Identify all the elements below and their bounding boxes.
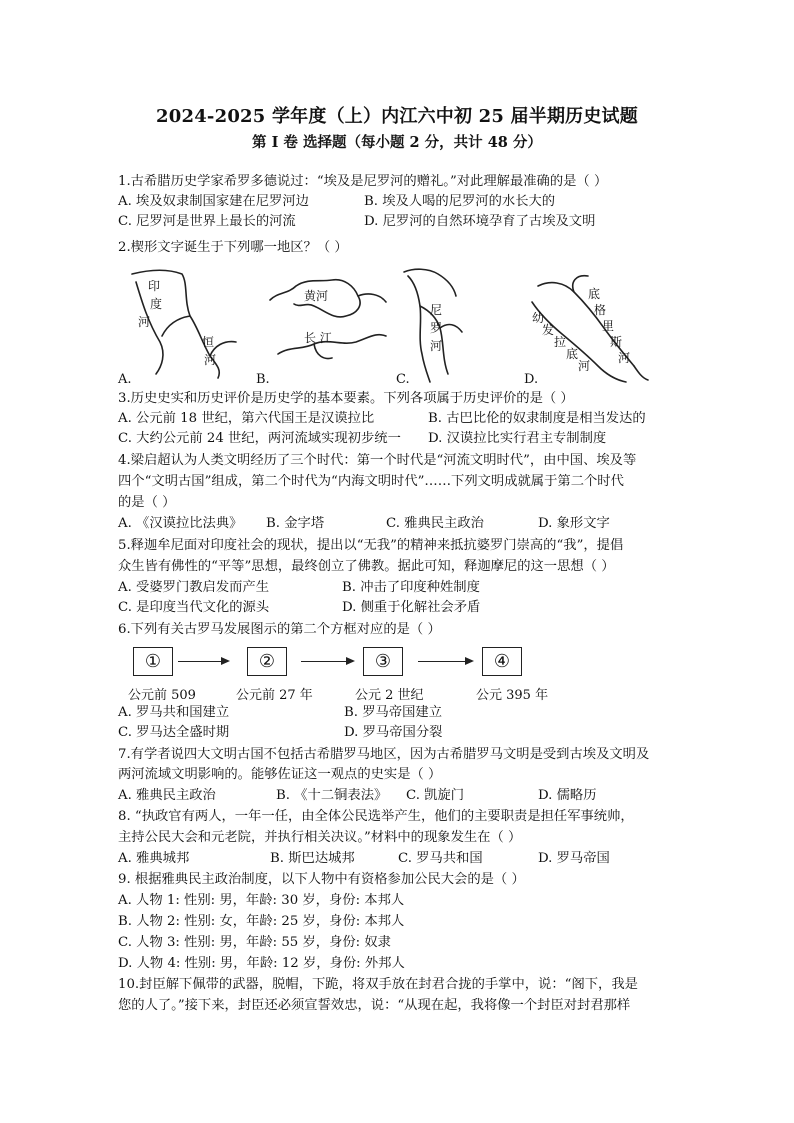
section-heading: 第 I 卷 选择题（每小题 2 分，共计 48 分） xyxy=(252,134,542,151)
timeline-date-2: 公元前 27 年 xyxy=(236,688,313,703)
q9-option-c: C. 人物 3: 性别: 男，年龄: 55 岁，身份: 奴隶 xyxy=(118,935,391,950)
timeline-arrow-2 xyxy=(301,661,353,662)
q4-option-d: D. 象形文字 xyxy=(538,516,610,531)
timeline-arrow-1 xyxy=(178,661,228,662)
q5-option-b: B. 冲击了印度种姓制度 xyxy=(342,580,480,595)
q4-option-b: B. 金字塔 xyxy=(266,516,325,531)
q8-option-d: D. 罗马帝国 xyxy=(538,851,610,866)
q1-option-b: B. 埃及人喝的尼罗河的水长大的 xyxy=(364,194,556,209)
q7-option-a: A. 雅典民主政治 xyxy=(118,788,216,803)
q3-option-d: D. 汉谟拉比实行君主专制制度 xyxy=(428,431,607,446)
q2-maps xyxy=(118,262,678,387)
q8-option-b: B. 斯巴达城邦 xyxy=(270,851,355,866)
q8-stem-line2: 主持公民大会和元老院，并执行相关决议。”材料中的现象发生在（ ） xyxy=(118,830,522,845)
q10-stem-line1: 10.封臣解下佩带的武器，脱帽，下跪，将双手放在封君合拢的手掌中，说：“阁下，我是 xyxy=(118,977,638,992)
map-a-label-1: 印 xyxy=(148,279,161,293)
map-d-label-1: 底 xyxy=(588,287,601,301)
page-title: 2024-2025 学年度（上）内江六中初 25 届半期历史试题 xyxy=(156,106,638,127)
map-d-label-9: 底 xyxy=(566,347,579,361)
map-a-label-2: 度 xyxy=(150,297,163,311)
timeline-date-4: 公元 395 年 xyxy=(476,688,549,703)
q4-stem-line3: 的是（ ） xyxy=(118,495,176,510)
q3-option-c: C. 大约公元前 24 世纪，两河流域实现初步统一 xyxy=(118,431,401,446)
q8-stem-line1: 8. “执政官有两人，一年一任，由全体公民选举产生，他们的主要职责是担任军事统帅， xyxy=(118,809,634,824)
timeline-date-3: 公元 2 世纪 xyxy=(355,688,424,703)
q9-option-a: A. 人物 1: 性别: 男，年龄: 30 岁，身份: 本邦人 xyxy=(118,893,405,908)
q9-stem: 9. 根据雅典民主政治制度，以下人物中有资格参加公民大会的是（ ） xyxy=(118,872,525,887)
q5-option-a: A. 受婆罗门教启发而产生 xyxy=(118,580,270,595)
map-d-label-2: 格 xyxy=(594,303,607,317)
map-b-label-2: 长 江 xyxy=(304,331,332,345)
q7-option-c: C. 凯旋门 xyxy=(406,788,465,803)
q7-stem-line2: 两河流域文明影响的。能够佐证这一观点的史实是（ ） xyxy=(118,767,442,782)
q6-option-a: A. 罗马共和国建立 xyxy=(118,705,230,720)
map-d-label-8: 拉 xyxy=(554,335,567,349)
q6-option-d: D. 罗马帝国分裂 xyxy=(344,725,443,740)
q2-stem: 2.楔形文字诞生于下列哪一地区？（ ） xyxy=(118,240,348,255)
q6-option-b: B. 罗马帝国建立 xyxy=(344,705,443,720)
q2-label-b: B. xyxy=(256,372,270,387)
q2-label-d: D. xyxy=(524,372,539,387)
q4-option-c: C. 雅典民主政治 xyxy=(386,516,484,531)
q1-option-a: A. 埃及奴隶制国家建在尼罗河边 xyxy=(118,194,309,209)
timeline-box-4: ④ xyxy=(482,647,522,676)
q5-option-d: D. 侧重于化解社会矛盾 xyxy=(342,600,481,615)
q8-option-a: A. 雅典城邦 xyxy=(118,851,190,866)
map-d-label-10: 河 xyxy=(578,359,591,373)
q1-option-c: C. 尼罗河是世界上最长的河流 xyxy=(118,214,296,229)
map-d-label-4: 斯 xyxy=(610,335,623,349)
map-b-label-1: 黄河 xyxy=(304,289,329,303)
q3-option-b: B. 古巴比伦的奴隶制度是相当发达的 xyxy=(428,411,646,426)
map-d-label-6: 幼 xyxy=(532,311,545,325)
q7-stem-line1: 7.有学者说四大文明古国不包括古希腊罗马地区，因为古希腊罗马文明是受到古埃及文明及 xyxy=(118,747,650,762)
map-d-label-7: 发 xyxy=(542,323,555,337)
timeline-box-1: ① xyxy=(133,647,173,676)
q5-option-c: C. 是印度当代文化的源头 xyxy=(118,600,270,615)
map-d-label-5: 河 xyxy=(618,351,631,365)
q2-label-a: A. xyxy=(118,372,132,387)
q4-stem-line1: 4.梁启超认为人类文明经历了三个时代：第一个时代是“河流文明时代”，由中国、埃及等 xyxy=(118,453,637,468)
q4-stem-line2: 四个“文明古国”组成，第二个时代为“内海文明时代”……下列文明成就属于第二个时代 xyxy=(118,474,624,489)
timeline-box-3: ③ xyxy=(363,647,403,676)
q7-option-b: B. 《十二铜表法》 xyxy=(276,788,388,803)
q10-stem-line2: 您的人了。”接下来，封臣还必须宣誓效忠，说：“从现在起，我将像一个封臣对封君那样 xyxy=(118,998,631,1013)
map-a-label-4: 恒 xyxy=(202,335,215,349)
q4-option-a: A. 《汉谟拉比法典》 xyxy=(118,516,243,531)
map-a-label-5: 河 xyxy=(204,353,217,367)
q5-stem-line2: 众生皆有佛性的“平等”思想，最终创立了佛教。据此可知，释迦摩尼的这一思想（ ） xyxy=(118,559,615,574)
map-d-label-3: 里 xyxy=(602,319,615,333)
q3-stem: 3.历史史实和历史评价是历史学的基本要素。下列各项属于历史评价的是（ ） xyxy=(118,391,574,406)
timeline-date-1: 公元前 509 xyxy=(128,688,196,703)
q6-option-c: C. 罗马达全盛时期 xyxy=(118,725,230,740)
q5-stem-line1: 5.释迦牟尼面对印度社会的现状，提出以“无我”的精神来抵抗婆罗门崇高的“我”，提倡 xyxy=(118,538,624,553)
q8-option-c: C. 罗马共和国 xyxy=(398,851,483,866)
q1-stem: 1.古希腊历史学家希罗多德说过：“埃及是尼罗河的赠礼。”对此理解最准确的是（ ） xyxy=(118,174,608,189)
q9-option-d: D. 人物 4: 性别: 男，年龄: 12 岁，身份: 外邦人 xyxy=(118,956,405,971)
timeline-arrow-3 xyxy=(418,661,472,662)
q2-label-c: C. xyxy=(396,372,410,387)
map-c-label-3: 河 xyxy=(430,339,443,353)
q3-option-a: A. 公元前 18 世纪，第六代国王是汉谟拉比 xyxy=(118,411,375,426)
q7-option-d: D. 儒略历 xyxy=(538,788,597,803)
timeline-box-2: ② xyxy=(247,647,287,676)
map-c-label-1: 尼 xyxy=(430,303,443,317)
map-c-label-2: 罗 xyxy=(430,321,443,335)
q9-option-b: B. 人物 2: 性别: 女，年龄: 25 岁，身份: 本邦人 xyxy=(118,914,405,929)
q1-option-d: D. 尼罗河的自然环境孕育了古埃及文明 xyxy=(364,214,596,229)
q6-stem: 6.下列有关古罗马发展图示的第二个方框对应的是（ ） xyxy=(118,622,441,637)
map-a-label-3: 河 xyxy=(138,315,151,329)
